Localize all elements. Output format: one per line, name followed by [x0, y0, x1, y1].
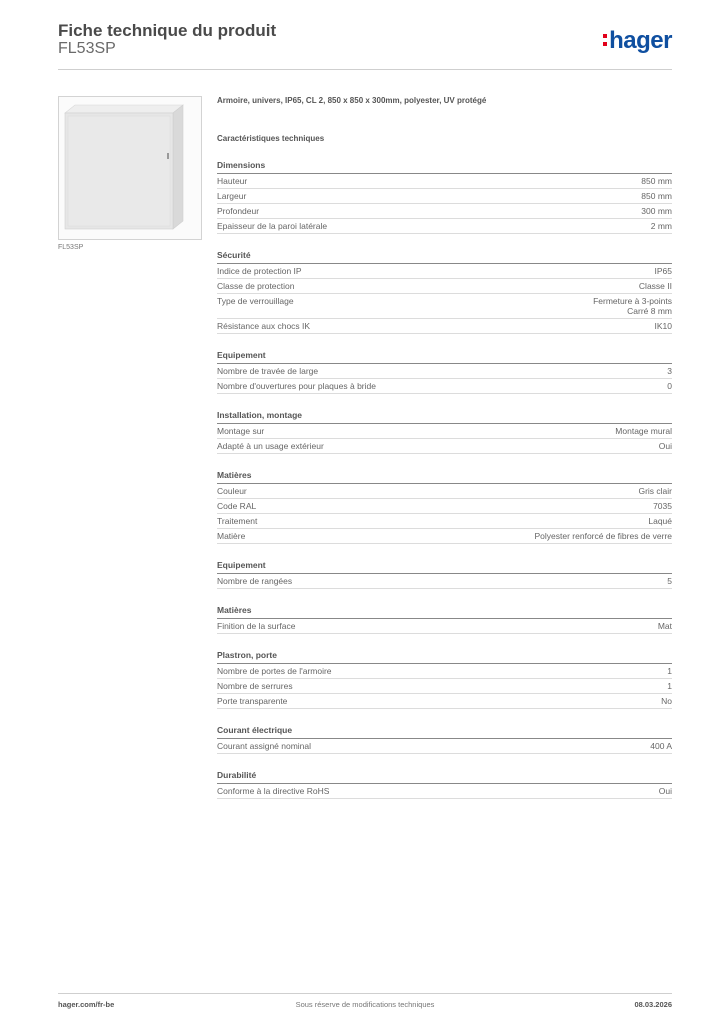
spec-sections — [217, 159, 672, 799]
spec-row — [217, 484, 672, 499]
spec-value: 850 mm — [641, 191, 672, 201]
page-header — [58, 21, 672, 70]
spec-value: Oui — [658, 786, 672, 796]
spec-row — [217, 219, 672, 234]
spec-value: 1 — [667, 666, 672, 676]
spec-section — [217, 724, 672, 754]
spec-row — [217, 364, 672, 379]
spec-row — [217, 424, 672, 439]
spec-value: Fermeture à 3-points Carré 8 mm — [593, 296, 672, 316]
spec-label: Résistance aux chocs IK — [217, 321, 311, 331]
spec-row — [217, 319, 672, 334]
spec-value: No — [661, 696, 672, 706]
page-footer — [58, 993, 672, 1018]
spec-value: 1 — [667, 681, 672, 691]
spec-row — [217, 174, 672, 189]
spec-label: Indice de protection IP — [217, 266, 302, 276]
spec-row — [217, 189, 672, 204]
spec-section — [217, 469, 672, 544]
spec-value: 400 A — [650, 741, 672, 751]
product-image — [58, 96, 202, 240]
spec-row — [217, 694, 672, 709]
section-title: Plastron, porte — [217, 649, 672, 664]
spec-label: Couleur — [217, 486, 247, 496]
spec-row — [217, 784, 672, 799]
spec-label: Finition de la surface — [217, 621, 296, 631]
characteristics-heading: Caractéristiques techniques — [217, 134, 325, 143]
footer-date: 08.03.2026 — [634, 1000, 672, 1009]
spec-row — [217, 264, 672, 279]
spec-section — [217, 604, 672, 634]
spec-value: 5 — [667, 576, 672, 586]
spec-row — [217, 664, 672, 679]
spec-value: Laqué — [648, 516, 672, 526]
spec-value: Oui — [658, 441, 672, 451]
spec-label: Nombre d'ouvertures pour plaques à bride — [217, 381, 376, 391]
spec-value: 0 — [667, 381, 672, 391]
spec-value: Polyester renforcé de fibres de verre — [534, 531, 672, 541]
cabinet-illustration — [59, 97, 201, 239]
spec-value: 2 mm — [650, 221, 672, 231]
spec-label: Code RAL — [217, 501, 257, 511]
section-title: Equipement — [217, 349, 672, 364]
spec-label: Type de verrouillage — [217, 296, 294, 306]
product-reference: FL53SP — [58, 40, 116, 57]
spec-label: Traitement — [217, 516, 258, 526]
spec-section — [217, 159, 672, 234]
image-caption: FL53SP — [58, 244, 84, 251]
page-title: Fiche technique du produit — [58, 21, 277, 40]
spec-row — [217, 514, 672, 529]
spec-label: Nombre de travée de large — [217, 366, 319, 376]
spec-value: Classe II — [638, 281, 672, 291]
spec-section — [217, 559, 672, 589]
spec-value: Mat — [657, 621, 672, 631]
spec-value: 7035 — [653, 501, 672, 511]
spec-row — [217, 204, 672, 219]
spec-row — [217, 439, 672, 454]
spec-row — [217, 619, 672, 634]
footer-website: hager.com/fr-be — [58, 1000, 115, 1009]
spec-row — [217, 739, 672, 754]
spec-value: 850 mm — [641, 176, 672, 186]
spec-label: Largeur — [217, 191, 247, 201]
spec-row — [217, 294, 672, 319]
spec-section — [217, 249, 672, 334]
spec-row — [217, 279, 672, 294]
spec-label: Adapté à un usage extérieur — [217, 441, 324, 451]
spec-value: IK10 — [654, 321, 672, 331]
spec-row — [217, 499, 672, 514]
spec-value: Montage mural — [615, 426, 672, 436]
logo-text: hager — [609, 27, 672, 54]
spec-row — [217, 679, 672, 694]
spec-label: Matière — [217, 531, 246, 541]
section-title: Durabilité — [217, 769, 672, 784]
spec-value: 300 mm — [641, 206, 672, 216]
spec-label: Nombre de portes de l'armoire — [217, 666, 332, 676]
spec-label: Epaisseur de la paroi latérale — [217, 221, 328, 231]
section-title: Installation, montage — [217, 409, 672, 424]
spec-label: Classe de protection — [217, 281, 295, 291]
spec-section — [217, 349, 672, 394]
product-description: Armoire, univers, IP65, CL 2, 850 x 850 x 300mm, polyester, UV protégé — [217, 96, 487, 105]
spec-label: Profondeur — [217, 206, 260, 216]
section-title: Dimensions — [217, 159, 672, 174]
spec-value: Gris clair — [638, 486, 672, 496]
spec-value: 3 — [667, 366, 672, 376]
footer-notice: Sous réserve de modifications techniques — [295, 1000, 435, 1009]
spec-label: Conforme à la directive RoHS — [217, 786, 330, 796]
logo-mark-icon — [603, 31, 607, 47]
section-title: Sécurité — [217, 249, 672, 264]
spec-row — [217, 379, 672, 394]
spec-content — [217, 96, 672, 814]
spec-section — [217, 649, 672, 709]
spec-label: Porte transparente — [217, 696, 288, 706]
spec-label: Hauteur — [217, 176, 248, 186]
section-title: Matières — [217, 604, 672, 619]
spec-label: Montage sur — [217, 426, 265, 436]
section-title: Matières — [217, 469, 672, 484]
spec-label: Nombre de rangées — [217, 576, 293, 586]
spec-section — [217, 409, 672, 454]
spec-row — [217, 574, 672, 589]
spec-label: Courant assigné nominal — [217, 741, 312, 751]
hager-logo — [603, 27, 672, 55]
spec-value: IP65 — [654, 266, 672, 276]
spec-row — [217, 529, 672, 544]
section-title: Equipement — [217, 559, 672, 574]
spec-label: Nombre de serrures — [217, 681, 293, 691]
section-title: Courant électrique — [217, 724, 672, 739]
spec-section — [217, 769, 672, 799]
